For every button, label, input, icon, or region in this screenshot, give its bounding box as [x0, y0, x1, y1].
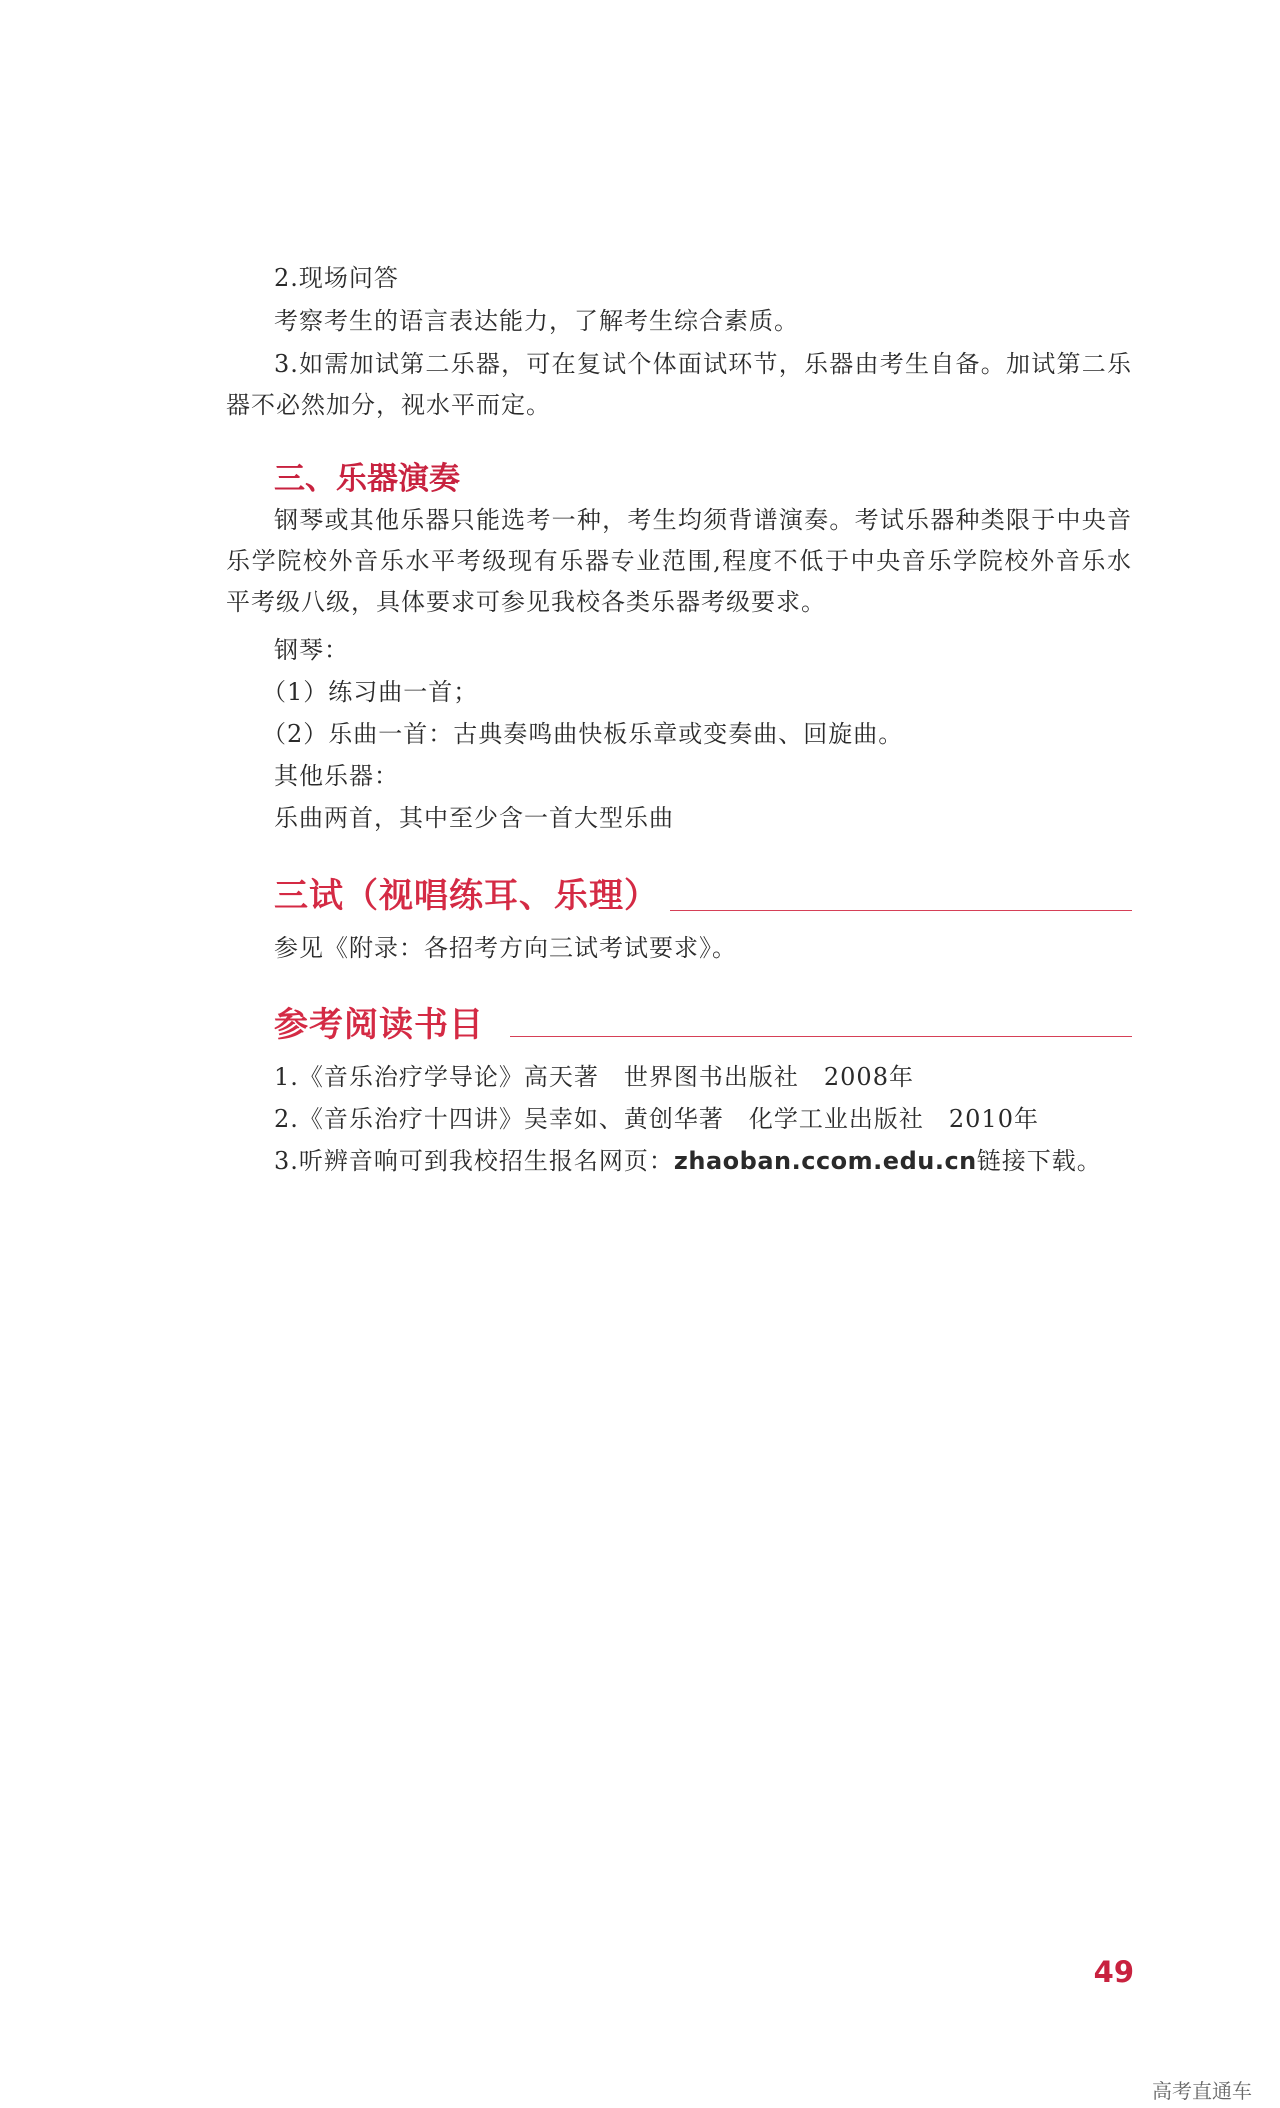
reading-item-3	[226, 1141, 1132, 1182]
reading-item-3-prefix: 3.听辨音响可到我校招生报名网页：	[274, 1147, 674, 1175]
watermark: 高考直通车	[1152, 2079, 1252, 2103]
reading-item-3-suffix: 链接下载。	[976, 1147, 1102, 1175]
other-instrument-text: 乐曲两首，其中至少含一首大型乐曲	[274, 804, 674, 832]
piano-item-1: （1）练习曲一首；	[262, 678, 479, 706]
item3-text: 3.如需加试第二乐器，可在复试个体面试环节，乐器由考生自备。加试第二乐器不必然加分，视水平而定。	[226, 350, 1132, 419]
third-exam-title: 三试（视唱练耳、乐理）	[274, 876, 659, 916]
reading-item-1: 1.《音乐治疗学导论》高天著 世界图书出版社 2008年	[274, 1063, 914, 1091]
section-title-instrument: 三、乐器演奏	[274, 461, 460, 497]
piano-item-2: （2）乐曲一首：古典奏鸣曲快板乐章或变奏曲、回旋曲。	[262, 720, 904, 748]
item2-heading: 2.现场问答	[274, 264, 399, 292]
page-number: 49	[1093, 1955, 1134, 1989]
download-link[interactable]: zhaoban.ccom.edu.cn	[673, 1147, 977, 1175]
piano-label: 钢琴：	[274, 636, 349, 664]
third-exam-rule	[670, 910, 1132, 911]
reading-title: 参考阅读书目	[274, 1005, 484, 1045]
instrument-intro: 钢琴或其他乐器只能选考一种，考生均须背谱演奏。考试乐器种类限于中央音乐学院校外音乐水平考级现有乐器专业范围,程度不低于中央音乐学院校外音乐水平考级八级，具体要求可参见我校各类乐器考级要求。	[226, 506, 1132, 616]
item2-text: 考察考生的语言表达能力，了解考生综合素质。	[274, 307, 799, 335]
third-exam-text: 参见《附录：各招考方向三试考试要求》。	[274, 934, 737, 962]
reading-rule	[510, 1036, 1132, 1037]
other-instrument-label: 其他乐器：	[274, 762, 399, 790]
reading-item-2: 2.《音乐治疗十四讲》吴幸如、黄创华著 化学工业出版社 2010年	[274, 1105, 1039, 1133]
